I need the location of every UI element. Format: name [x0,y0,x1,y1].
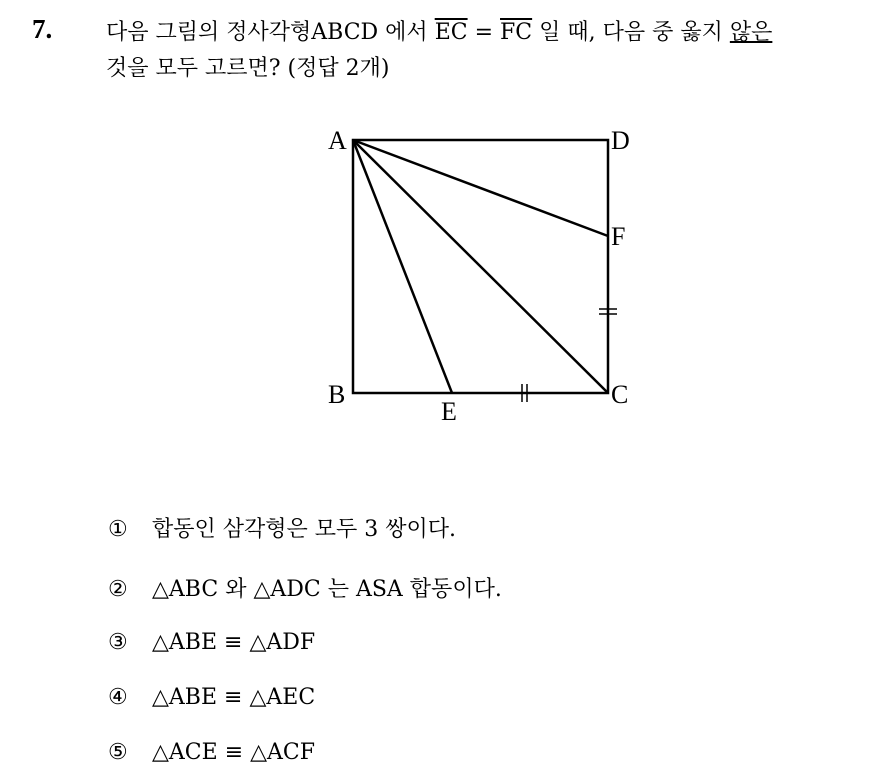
stem-text-part2: 일 때, 다음 중 옳지 [532,20,730,45]
choice-3 [108,630,315,655]
segment-fc: $\overline{FC}$ [500,20,533,45]
choice-4 [108,685,315,710]
label-e: E [441,397,457,426]
choice-text: 합동인 삼각형은 모두 3 쌍이다. [152,517,456,542]
choice-text: △ABE ≡ △ADF [152,630,316,655]
question-number: 7. [32,14,53,44]
choice-text: △ABC 와 △ADC 는 ASA 합동이다. [152,577,502,602]
segment-af [353,140,608,236]
choice-marker: ④ [108,685,128,710]
choice-marker: ② [108,577,128,602]
label-b: B [328,380,346,409]
label-a: A [328,126,347,155]
choice-text: △ABE ≡ △AEC [152,685,316,710]
label-d: D [611,126,630,155]
label-f: F [611,222,626,251]
choice-text: △ACE ≡ △ACF [152,740,316,765]
choice-2 [108,572,502,603]
segment-ec: $\overline{EC}$ [434,20,468,45]
segment-ac [353,140,608,393]
choice-marker: ① [108,517,128,542]
segment-ae [353,140,452,393]
choice-marker: ③ [108,630,128,655]
choice-5 [108,740,315,765]
stem-text-line2: 것을 모두 고르면? (정답 2개) [106,56,390,81]
choice-marker: ⑤ [108,740,128,765]
equals-sign: = [467,20,501,45]
emphasis-not: 않은 [729,20,773,45]
label-c: C [611,380,629,409]
stem-text-part1: 다음 그림의 정사각형ABCD 에서 [106,20,435,45]
choice-1 [108,512,456,543]
